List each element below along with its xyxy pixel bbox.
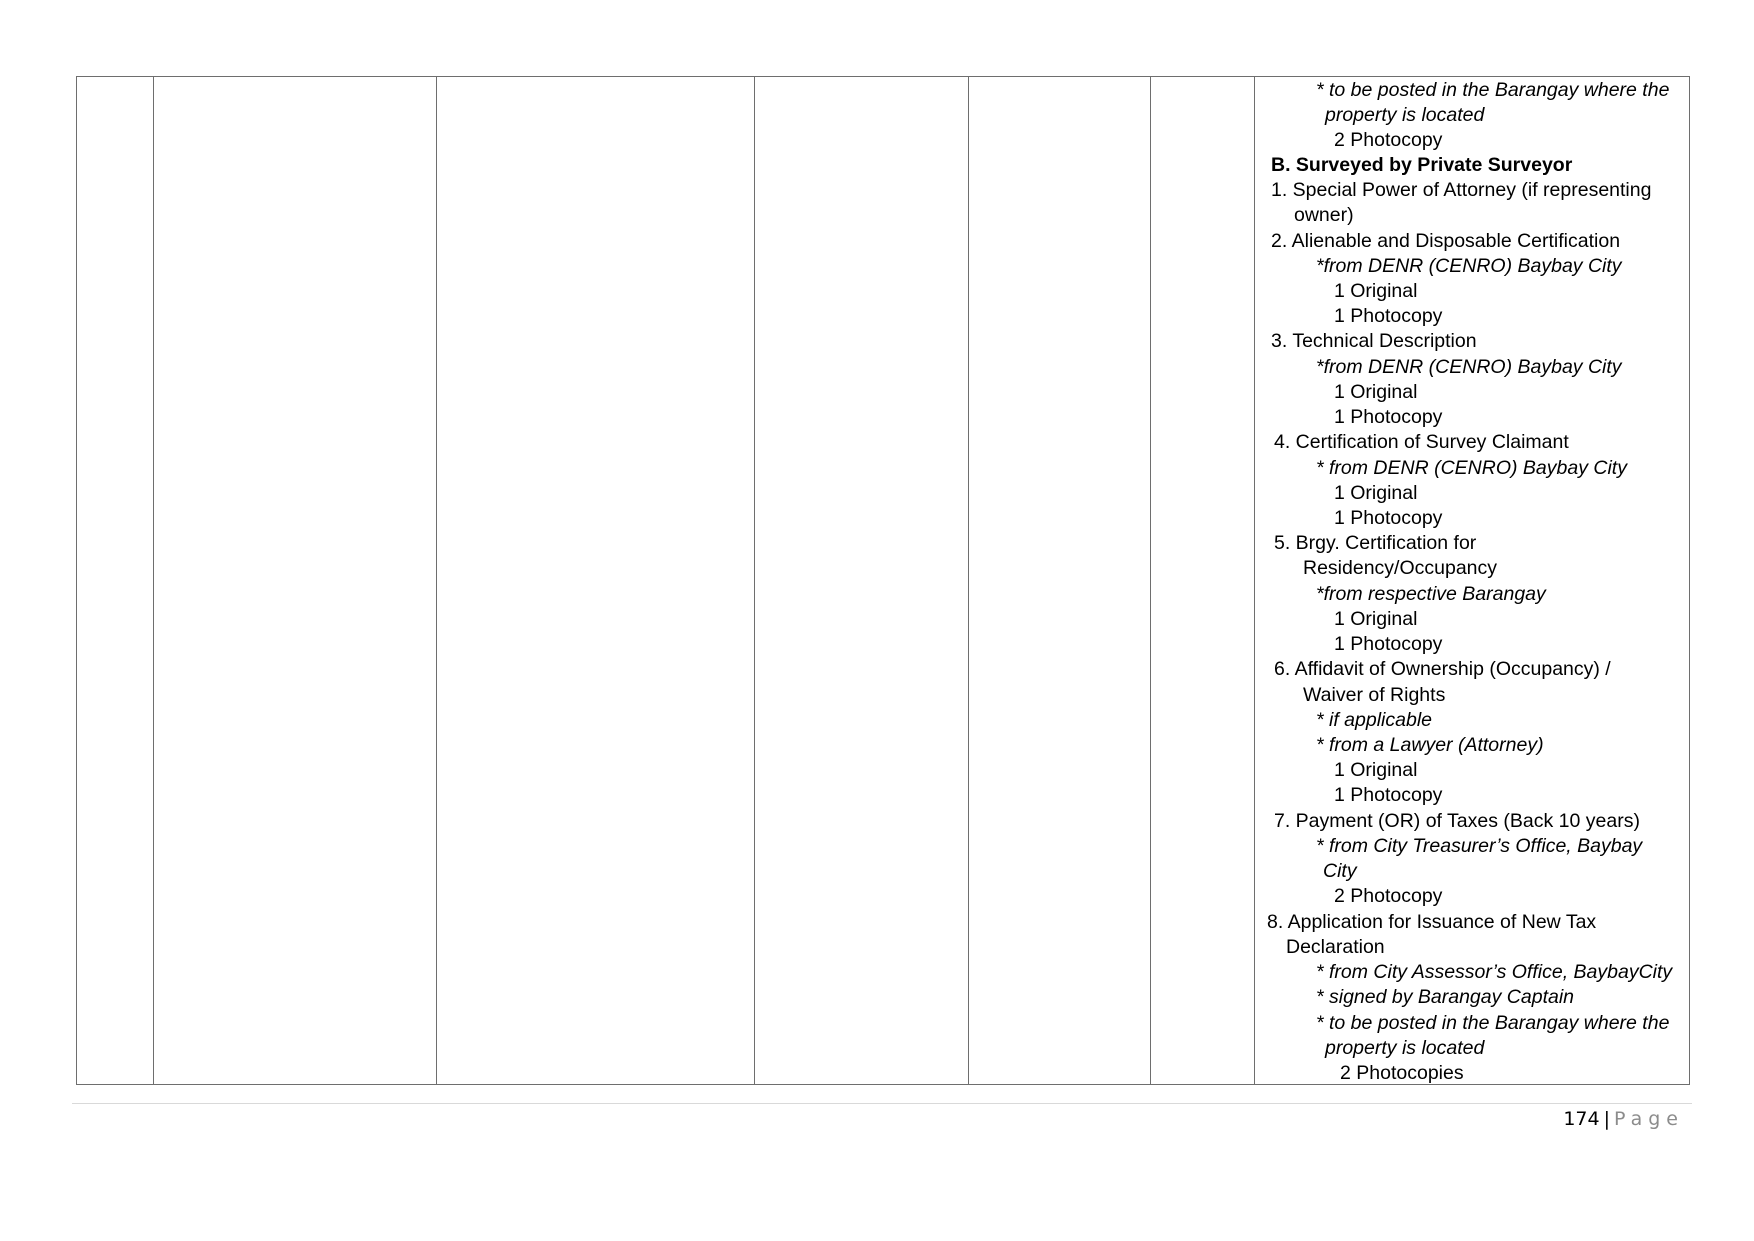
column-divider [968,77,969,1084]
requirement-note: * from City Treasurer’s Office, Baybay [1316,835,1643,857]
requirement-copies: 2 Photocopy [1334,129,1443,151]
requirement-note: * if applicable [1316,709,1432,731]
requirement-copies: 1 Original [1334,381,1418,403]
requirement-copies: 1 Photocopy [1334,406,1443,428]
requirement-note: * from City Assessor’s Office, BaybayCity [1316,961,1673,983]
requirement-item: owner) [1294,204,1354,226]
requirement-copies: 1 Original [1334,482,1418,504]
requirement-note: *from respective Barangay [1316,583,1546,605]
requirement-item: Waiver of Rights [1303,684,1446,706]
page-label: Page [1614,1108,1684,1130]
requirement-copies: 1 Original [1334,759,1418,781]
requirement-note: * from DENR (CENRO) Baybay City [1316,457,1627,479]
requirement-note: * signed by Barangay Captain [1316,986,1575,1008]
requirement-item: 6. Affidavit of Ownership (Occupancy) / [1274,658,1611,680]
requirement-copies: 2 Photocopies [1340,1062,1464,1084]
requirement-item: 1. Special Power of Attorney (if representing [1271,179,1652,201]
requirement-item: 5. Brgy. Certification for [1274,532,1477,554]
requirement-copies: 1 Photocopy [1334,305,1443,327]
requirement-note: property is located [1325,104,1485,126]
column-divider [1254,77,1255,1084]
requirement-note: *from DENR (CENRO) Baybay City [1316,255,1622,277]
requirement-copies: 2 Photocopy [1334,885,1443,907]
column-divider [1150,77,1151,1084]
footer-divider [72,1103,1692,1104]
column-divider [436,77,437,1084]
requirement-note: * from a Lawyer (Attorney) [1316,734,1544,756]
footer-separator: | [1603,1108,1610,1130]
requirement-note: * to be posted in the Barangay where the [1316,79,1670,101]
section-heading: B. Surveyed by Private Surveyor [1271,154,1573,176]
requirement-note: *from DENR (CENRO) Baybay City [1316,356,1622,378]
requirement-copies: 1 Photocopy [1334,784,1443,806]
requirement-item: 2. Alienable and Disposable Certification [1271,230,1621,252]
requirement-copies: 1 Original [1334,608,1418,630]
requirement-note: * to be posted in the Barangay where the [1316,1012,1670,1034]
requirements-table [76,76,1690,1085]
requirement-item: 8. Application for Issuance of New Tax [1267,911,1597,933]
requirements-cell [1257,77,1689,1084]
requirement-note: property is located [1325,1037,1485,1059]
requirement-copies: 1 Photocopy [1334,633,1443,655]
page-number: 174 [1563,1108,1600,1130]
requirement-copies: 1 Photocopy [1334,507,1443,529]
column-divider [153,77,154,1084]
page-footer [1563,1106,1684,1132]
requirement-copies: 1 Original [1334,280,1418,302]
column-divider [754,77,755,1084]
requirement-item: Residency/Occupancy [1303,557,1498,579]
requirement-item: Declaration [1286,936,1385,958]
requirement-item: 4. Certification of Survey Claimant [1274,431,1569,453]
requirement-item: 7. Payment (OR) of Taxes (Back 10 years) [1274,810,1640,832]
requirement-item: 3. Technical Description [1271,330,1477,352]
requirement-note: City [1323,860,1357,882]
